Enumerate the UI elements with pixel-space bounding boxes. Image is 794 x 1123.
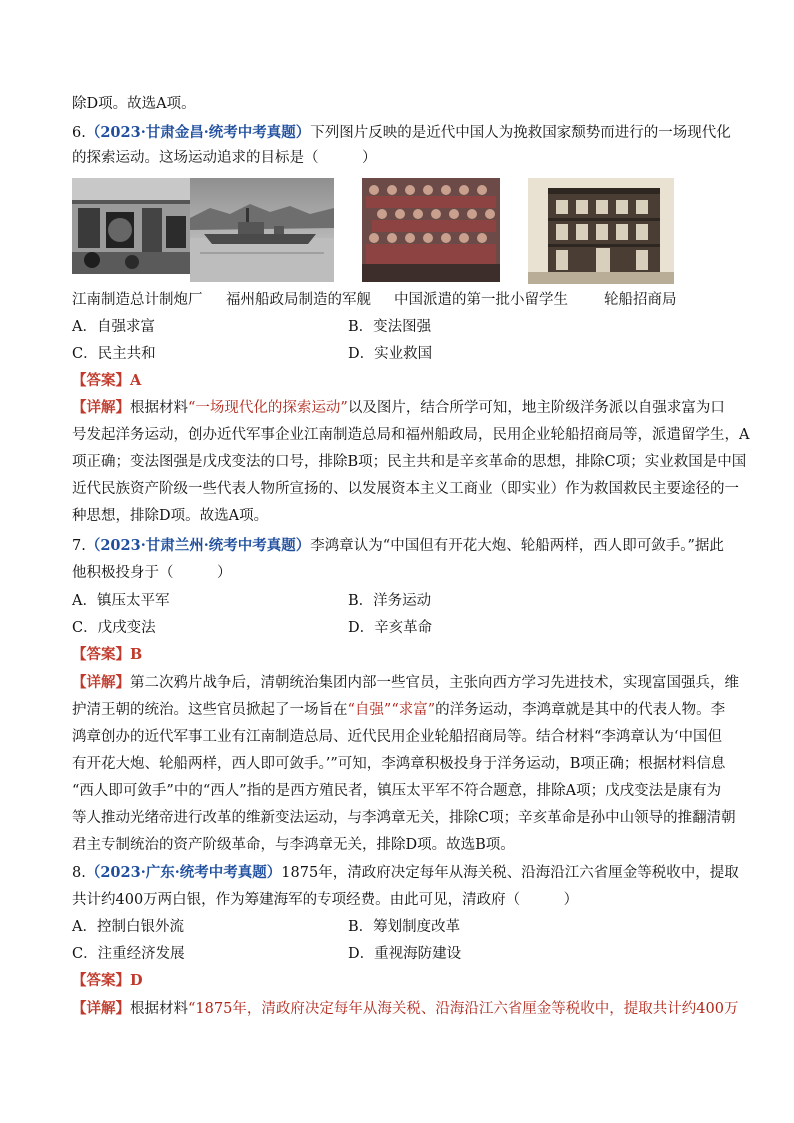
option-b: B．变法图强 [348,319,432,335]
option-a: A．控制白银外流 [72,919,184,935]
image-caption: 江南制造总计制炮厂 [72,292,203,308]
quote-span: “1875年，清政府决定每年从海关税、沿海沿江六省厘金等税收中，提取共计约400万 [188,1001,739,1017]
option-a: A．自强求富 [72,319,155,335]
option-d: D．辛亥革命 [348,620,433,636]
text-span: 根据材料 [130,1001,188,1017]
explanation-line [72,673,739,693]
building-photo [528,178,674,284]
explanation-line: “西人即可敛手”中的“西人”指的是西方殖民者，镇压太平军不符合题意，排除A项；戊戌变法是康有为 [72,783,722,799]
quote-span: “自强” [347,702,392,718]
option-d: D．重视海防建设 [348,946,462,962]
explanation-line [72,999,739,1019]
explanation-line: 等人推动光绪帝进行改革的维新变法运动，与李鸿章无关，排除C项；辛亥革命是孙中山领导的推翻清朝 [72,810,736,826]
explanation-line: 项正确；变法图强是戊戌变法的口号，排除B项；民主共和是辛亥革命的思想，排除C项；实业救国是中国 [72,454,747,470]
option-b: B．洋务运动 [348,593,432,609]
text-span: 以及图片，结合所学可知，地主阶级洋务派以自强求富为口 [347,400,725,416]
warship-photo [190,178,334,282]
question-7-stem-cont: 他积极投身于（ ） [72,565,232,581]
image-caption: 福州船政局制造的军舰 [226,292,371,308]
paragraph-line: 除D项。故选A项。 [72,96,196,112]
detail-label: 【详解】 [72,1000,130,1017]
image-caption: 中国派遣的第一批小留学生 [394,292,568,308]
question-8-stem-cont: 共计约400万两白银，作为筹建海军的专项经费。由此可见，清政府（ ） [72,892,579,908]
text-span: 的洋务运动，李鸿章就是其中的代表人物。李 [435,702,726,718]
question-source: （2023·广东·统考中考真题） [85,864,282,881]
text-span: 根据材料 [130,400,188,416]
option-d: D．实业救国 [348,346,433,362]
explanation-line: 种思想，排除D项。故选A项。 [72,508,269,524]
detail-label: 【详解】 [72,674,130,691]
detail-label: 【详解】 [72,399,130,416]
answer-label: 【答案】B [72,646,143,663]
option-c: C．戊戌变法 [72,620,156,636]
image-caption: 轮船招商局 [604,292,677,308]
explanation-line: 鸿章创办的近代军事工业有江南制造总局、近代民用企业轮船招商局等。结合材料“李鸿章认为‘中国但 [72,729,723,745]
students-photo [362,178,500,282]
option-c: C．民主共和 [72,346,156,362]
answer-label: 【答案】D [72,972,143,989]
stem-text: 1875年，清政府决定每年从海关税、沿海沿江六省厘金等税收中，提取 [281,865,739,881]
text-span: 第二次鸦片战争后，清朝统治集团内部一些官员，主张向西方学习先进技术，实现富国强兵，维 [130,675,739,691]
option-a: A．镇压太平军 [72,593,170,609]
text-span: 护清王朝的统治。这些官员掀起了一场旨在 [72,702,348,718]
quote-span: “求富” [391,702,436,718]
answer-label: 【答案】A [72,372,142,389]
question-6-stem-cont: 的探索运动。这场运动追求的目标是（ ） [72,150,377,166]
explanation-line [72,398,732,418]
option-b: B．筹划制度改革 [348,919,461,935]
explanation-line: 号发起洋务运动，创办近代军事企业江南制造总局和福州船政局，民用企业轮船招商局等，派遣留学生，A [72,427,750,443]
stem-text: 李鸿章认为“中国但有开花大炮、轮船两样，西人即可敛手。”据此 [310,538,724,554]
question-source: （2023·甘肃兰州·统考中考真题） [85,537,311,554]
question-8-stem [72,863,739,883]
factory-photo [72,178,190,274]
explanation-line: 君主专制统治的资产阶级革命，与李鸿章无关，排除D项。故选B项。 [72,837,515,853]
question-number: 8. [72,865,86,881]
explanation-line: 近代民族资产阶级一些代表人物所宣扬的、以发展资本主义工商业（即实业）作为救国救民主要途径的一 [72,481,739,497]
question-number: 6. [72,125,86,141]
question-7-stem [72,536,732,556]
quote-span: “一场现代化的探索运动” [188,400,348,416]
question-6-stem [72,123,732,143]
explanation-line: 有开花大炮、轮船两样，西人即可敛手。’”可知，李鸿章积极投身于洋务运动，B项正确；根据材料信息 [72,756,726,772]
question-source: （2023·甘肃金昌·统考中考真题） [85,124,311,141]
stem-text: 下列图片反映的是近代中国人为挽救国家颓势而进行的一场现代化 [310,125,731,141]
question-number: 7. [72,538,86,554]
option-c: C．注重经济发展 [72,946,185,962]
explanation-line [72,700,732,720]
